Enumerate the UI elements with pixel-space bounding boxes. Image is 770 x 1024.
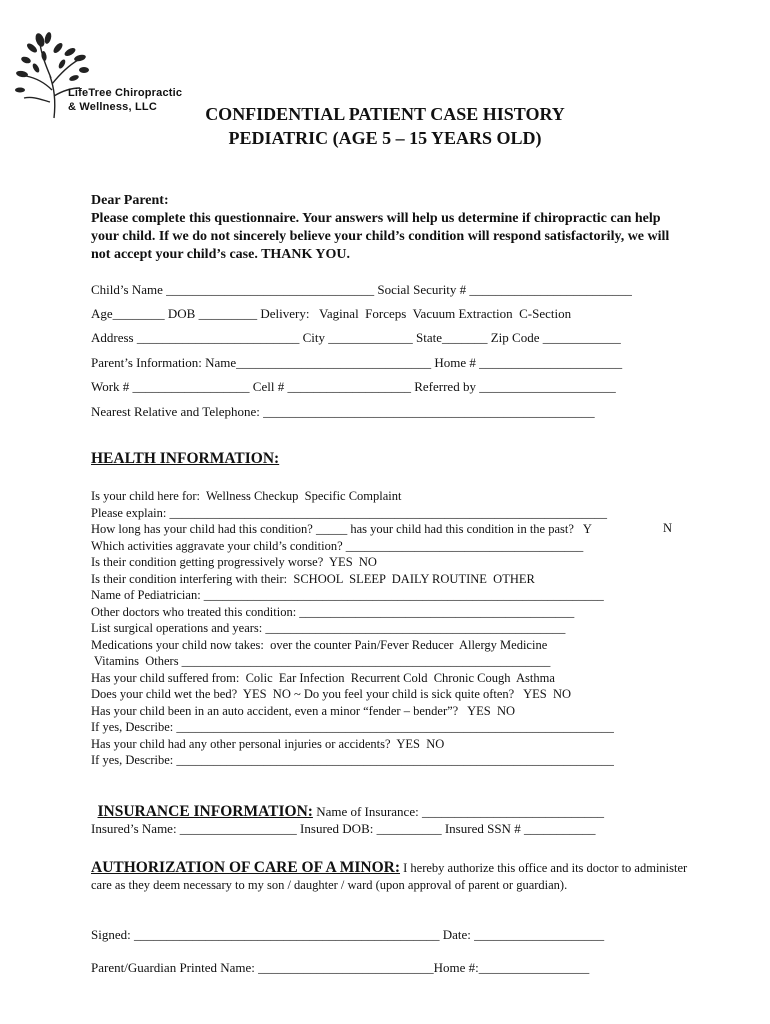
health-line[interactable]: If yes, Describe: ______________________________________________________________________ <box>91 720 614 734</box>
address-field[interactable]: Address _________________________ City _____________ State_______ Zip Code ____________ <box>91 330 621 345</box>
health-line[interactable]: Has your child had any other personal injuries or accidents? YES NO <box>91 736 445 751</box>
nearest-relative-field[interactable]: Nearest Relative and Telephone: ___________________________________________________ <box>91 404 595 419</box>
intro-body: Please complete this questionnaire. Your answers will help us determine if chiropractic can help your child. If we do not sincerely believe your child’s condition will respond satisfactorily, we will not accept your child’s case. THANK YOU. <box>91 211 670 262</box>
health-line[interactable]: Has your child suffered from: Colic Ear Infection Recurrent Cold Chronic Cough Asthma <box>91 670 555 685</box>
health-line[interactable]: Other doctors who treated this condition: ____________________________________________ <box>91 604 575 619</box>
printed-name-home-field[interactable]: Parent/Guardian Printed Name: ___________________________Home #:_________________ <box>91 960 590 975</box>
health-line[interactable]: Vitamins Others ___________________________________________________________ <box>91 654 551 668</box>
health-line[interactable]: Please explain: ______________________________________________________________________ <box>91 505 607 520</box>
health-line[interactable]: Medications your child now takes: over the counter Pain/Fever Reducer Allergy Medicine <box>91 637 548 652</box>
health-line[interactable]: Is their condition getting progressively worse? YES NO <box>91 555 377 569</box>
authorization-text: I hereby authorize this office and its doctor to administer care as they deem necessary to my son / daughter / ward (upon approval of parent or guardian). <box>91 861 688 892</box>
insurance-row <box>91 787 604 821</box>
health-line[interactable]: Is your child here for: Wellness Checkup Specific Complaint <box>91 489 402 503</box>
authorization-block <box>91 860 691 893</box>
health-line[interactable]: Is their condition interfering with their: SCHOOL SLEEP DAILY ROUTINE OTHER <box>91 571 535 586</box>
health-line[interactable]: If yes, Describe: ______________________________________________________________________ <box>91 753 614 767</box>
insured-details-field[interactable]: Insured’s Name: __________________ Insured DOB: __________ Insured SSN # ___________ <box>91 821 596 836</box>
health-info-heading: HEALTH INFORMATION: <box>91 450 280 467</box>
logo-line1: LifeTree Chiropractic <box>68 87 183 99</box>
signature-date-field[interactable]: Signed: _______________________________________________ Date: ____________________ <box>91 927 605 942</box>
childs-name-field[interactable]: Child’s Name ________________________________ Social Security # _________________________ <box>91 282 632 297</box>
health-line[interactable]: List surgical operations and years: ________________________________________________ <box>91 621 566 635</box>
age-dob-delivery-field[interactable]: Age________ DOB _________ Delivery: Vaginal Forceps Vacuum Extraction C-Section <box>91 306 572 321</box>
past-condition-no-option[interactable]: N <box>663 521 673 535</box>
health-line[interactable]: Which activities aggravate your child’s condition? ______________________________________ <box>91 538 584 553</box>
work-cell-referred-field[interactable]: Work # __________________ Cell # ___________________ Referred by _____________________ <box>91 379 616 394</box>
page-subtitle: PEDIATRIC (AGE 5 – 15 YEARS OLD) <box>228 128 542 148</box>
intro-block <box>91 192 671 264</box>
health-line[interactable]: How long has your child had this condition? _____ has your child had this condition in the past? Y <box>91 522 592 536</box>
health-line[interactable]: Has your child been in an auto accident, even a minor “fender – bender”? YES NO <box>91 703 516 718</box>
health-line[interactable]: Name of Pediatrician: ________________________________________________________________ <box>91 588 604 602</box>
insurance-heading: INSURANCE INFORMATION: <box>97 803 313 820</box>
page-title: CONFIDENTIAL PATIENT CASE HISTORY <box>205 104 565 124</box>
parent-info-field[interactable]: Parent’s Information: Name______________________________ Home # ______________________ <box>91 355 623 370</box>
authorization-heading: AUTHORIZATION OF CARE OF A MINOR: <box>91 859 401 876</box>
logo-line2: & Wellness, LLC <box>68 101 157 113</box>
health-line[interactable]: Does your child wet the bed? YES NO ~ Do you feel your child is sick quite often? YES NO <box>91 687 572 701</box>
intro-greeting: Dear Parent: <box>91 193 169 208</box>
insurance-name-field[interactable]: Name of Insurance: ____________________________ <box>312 804 604 819</box>
